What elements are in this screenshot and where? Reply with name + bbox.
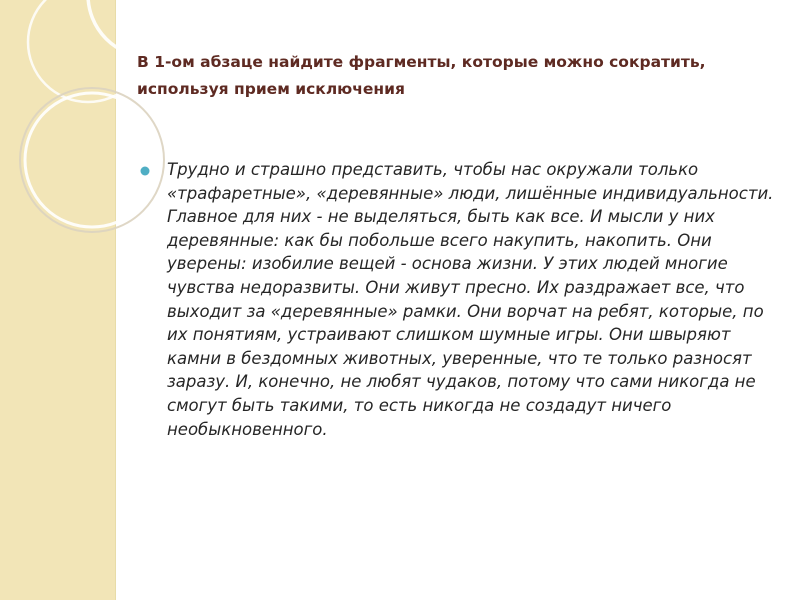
bullet-item [137,158,777,441]
side-band [0,0,115,600]
slide-content [137,158,777,441]
slide-title: В 1-ом абзаце найдите фрагменты, которые можно сократить, используя прием исключения [137,53,706,98]
bullet-text: Трудно и страшно представить, чтобы нас окружали только «трафаретные», «деревянные» люди, лишённые индивидуальности. Главное для них - не выделяться, быть как все. И мысли у них деревянные: как бы побольше всего накупить, накопить. Они уверены: изобилие вещей - основа жизни. У этих людей многие чувства недоразвиты. Они живут пресно. Их раздражает все, что выходит за «деревянные» рамки. Они ворчат на ребят, которые, по их понятиям, устраивают слишком шумные игры. Они швыряют камни в бездомных животных, уверенные, что те только разносят заразу. И, конечно, не любят чудаков, потому что сами никогда не смогут быть такими, то есть никогда не создадут ничего необыкновенного. [167,160,774,439]
side-band-edge [115,0,116,600]
round-bullet-icon [140,166,150,176]
